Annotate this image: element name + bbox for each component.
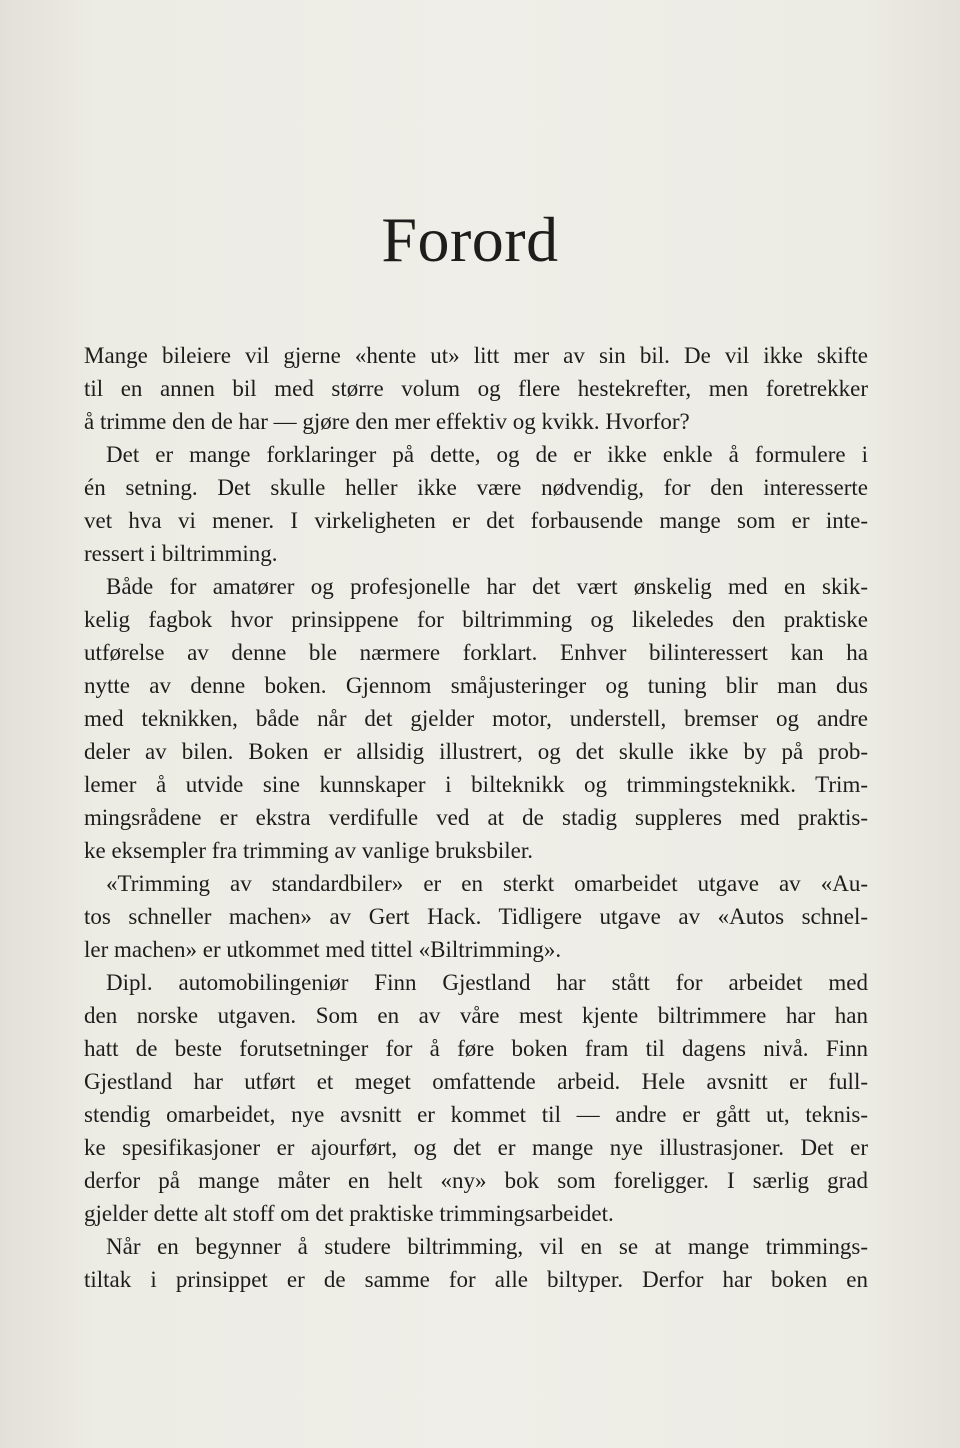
text-line: Dipl. automobilingeniør Finn Gjestland har stått for arbeidet med	[106, 970, 868, 995]
page-title: Forord	[381, 204, 559, 275]
text-line: hatt de beste forutsetninger for å føre boken fram til dagens nivå. Finn	[84, 1036, 868, 1061]
text-line: ler machen» er utkommet med tittel «Biltrimming».	[84, 937, 562, 962]
text-line: tos schneller machen» av Gert Hack. Tidligere utgave av «Autos schnel-	[84, 904, 868, 929]
text-line: lemer å utvide sine kunnskaper i bilteknikk og trimmingsteknikk. Trim-	[84, 772, 868, 797]
text-line: «Trimming av standardbiler» er en sterkt omarbeidet utgave av «Au-	[106, 871, 868, 896]
text-line: ke spesifikasjoner er ajourført, og det er mange nye illustrasjoner. Det er	[84, 1135, 868, 1160]
text-line: den norske utgaven. Som en av våre mest kjente biltrimmere har han	[84, 1003, 868, 1028]
text-line: ke eksempler fra trimming av vanlige bruksbiler.	[84, 838, 534, 863]
text-line: utførelse av denne ble nærmere forklart. Enhver bilinteressert kan ha	[84, 640, 868, 665]
paragraph	[84, 339, 868, 438]
preface-body	[84, 339, 868, 1296]
paragraph	[84, 966, 868, 1230]
text-line: ressert i biltrimming.	[84, 541, 278, 566]
text-line: kelig fagbok hvor prinsippene for biltrimming og likeledes den praktiske	[84, 607, 868, 632]
text-line: Når en begynner å studere biltrimming, vil en se at mange trimmings-	[106, 1234, 868, 1259]
text-line: å trimme den de har — gjøre den mer effektiv og kvikk. Hvorfor?	[84, 409, 690, 434]
paragraph	[84, 867, 868, 966]
text-line: mingsrådene er ekstra verdifulle ved at de stadig suppleres med praktis-	[84, 805, 868, 830]
text-line: Gjestland har utført et meget omfattende arbeid. Hele avsnitt er full-	[84, 1069, 868, 1094]
text-line: én setning. Det skulle heller ikke være nødvendig, for den interesserte	[84, 475, 868, 500]
text-line: vet hva vi mener. I virkeligheten er det forbausende mange som er inte-	[84, 508, 868, 533]
text-line: tiltak i prinsippet er de samme for alle biltyper. Derfor har boken en	[84, 1267, 868, 1292]
paragraph	[84, 1230, 868, 1296]
text-line: Både for amatører og profesjonelle har det vært ønskelig med en skik-	[106, 574, 868, 599]
text-line: Mange bileiere vil gjerne «hente ut» litt mer av sin bil. De vil ikke skifte	[84, 343, 868, 368]
text-line: derfor på mange måter en helt «ny» bok som foreligger. I særlig grad	[84, 1168, 868, 1193]
text-line: gjelder dette alt stoff om det praktiske trimmingsarbeidet.	[84, 1201, 614, 1226]
text-line: stendig omarbeidet, nye avsnitt er kommet til — andre er gått ut, teknis-	[84, 1102, 868, 1127]
paragraph	[84, 570, 868, 867]
paragraph	[84, 438, 868, 570]
text-line: Det er mange forklaringer på dette, og de er ikke enkle å formulere i	[106, 442, 868, 467]
text-line: til en annen bil med større volum og flere hestekrefter, men foretrekker	[84, 376, 868, 401]
text-line: deler av bilen. Boken er allsidig illustrert, og det skulle ikke by på prob-	[84, 739, 868, 764]
text-line: med teknikken, både når det gjelder motor, understell, bremser og andre	[84, 706, 868, 731]
text-line: nytte av denne boken. Gjennom småjusteringer og tuning blir man dus	[84, 673, 868, 698]
